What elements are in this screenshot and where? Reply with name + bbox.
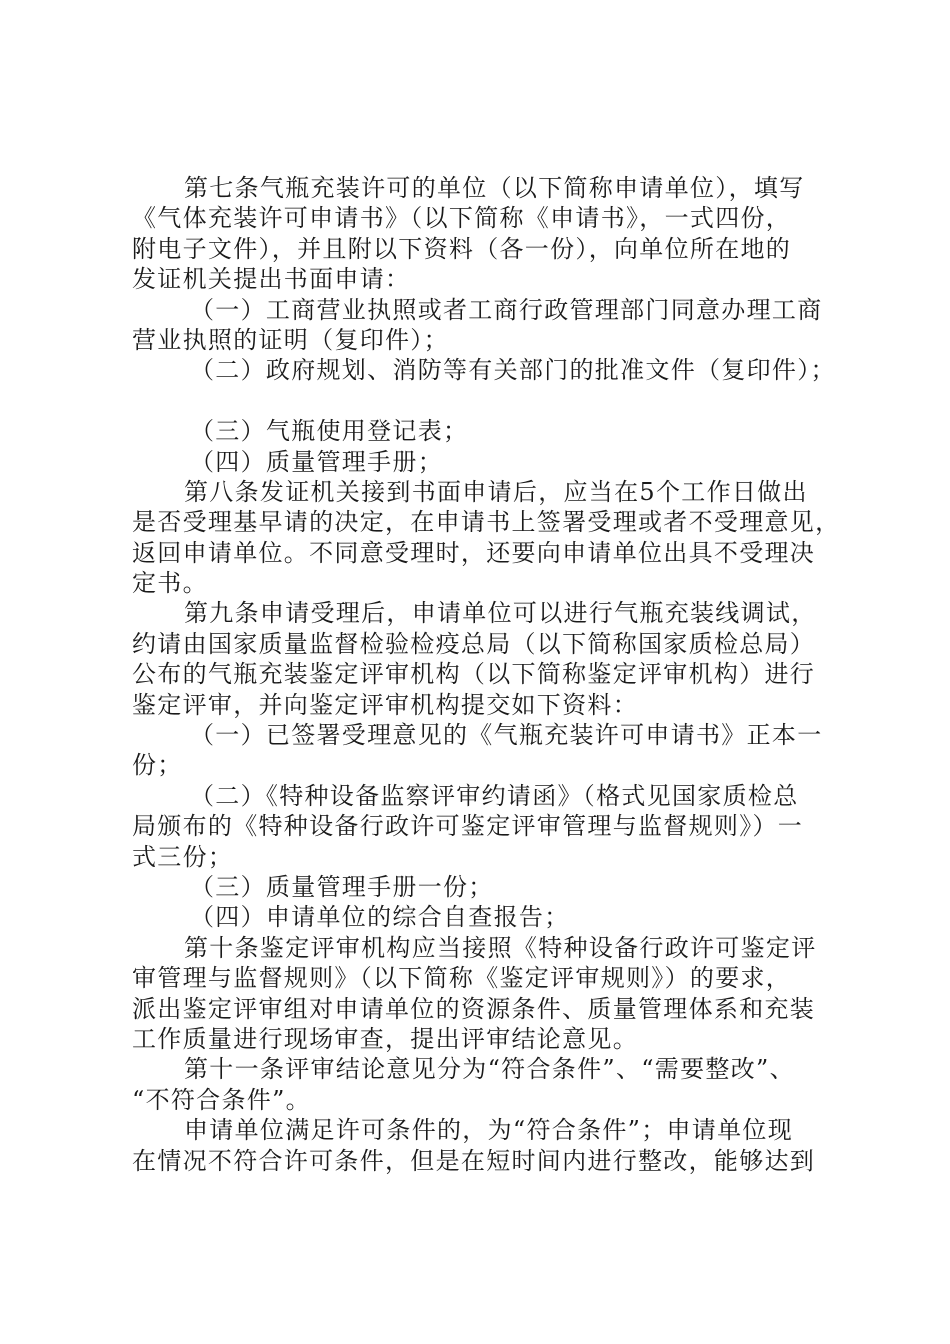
text-line: （一）已签署受理意见的《气瓶充装许可申请书》正本一 [190, 721, 823, 750]
text-line: 在情况不符合许可条件，但是在短时间内进行整改，能够达到 [132, 1146, 816, 1175]
text-line: 第八条发证机关接到书面申请后，应当在5个工作日做出 [184, 477, 808, 506]
text-line: 鉴定评审，并向鉴定评审机构提交如下资料： [132, 690, 638, 719]
text-line: 附电子文件），并且附以下资料（各一份），向单位所在地的 [132, 234, 792, 263]
text-line: 局颁布的《特种设备行政许可鉴定评审管理与监督规则》）一 [132, 812, 804, 841]
text-line: 申请单位满足许可条件的，为“符合条件”；申请单位现 [184, 1116, 794, 1145]
text-line: 返回申请单位。不同意受理时，还要向申请单位出具不受理决 [132, 538, 816, 567]
text-line: （四）申请单位的综合自查报告； [190, 903, 570, 932]
text-line: 份； [132, 751, 183, 780]
text-line: 第七条气瓶充装许可的单位（以下简称申请单位），填写 [184, 174, 805, 202]
text-line: 第九条申请受理后，申请单位可以进行气瓶充装线调试， [184, 599, 817, 628]
text-line: 发证机关提出书面申请： [132, 265, 411, 294]
text-line: （一）工商营业执照或者工商行政管理部门同意办理工商 [190, 295, 823, 324]
text-line: 营业执照的证明（复印件）； [132, 325, 449, 354]
text-line: 《气体充装许可申请书》（以下简称《申请书》，一式四份， [132, 204, 792, 233]
text-line: 定书。 [132, 569, 208, 598]
text-line: 审管理与监督规则》（以下简称《鉴定评审规则》）的要求， [132, 964, 792, 993]
text-line: 公布的气瓶充装鉴定评审机构（以下简称鉴定评审机构）进行 [132, 660, 816, 689]
text-line: 工作质量进行现场审查，提出评审结论意见。 [132, 1024, 638, 1053]
blank-line [132, 386, 832, 416]
text-line: （二）《特种设备监察评审约请函》（格式见国家质检总 [190, 781, 799, 810]
text-line: 第十条鉴定评审机构应当接照《特种设备行政许可鉴定评 [184, 933, 817, 962]
text-line: （二）政府规划、消防等有关部门的批准文件（复印件）； [190, 356, 836, 385]
document-body [132, 173, 841, 1176]
text-line: 第十一条评审结论意见分为“符合条件”、“需要整改”、 [184, 1055, 795, 1084]
text-line: 式三份； [132, 842, 234, 871]
text-line: 约请由国家质量监督检验检疫总局（以下简称国家质检总局） [132, 629, 816, 658]
text-line: 派出鉴定评审组对申请单位的资源条件、质量管理体系和充装 [132, 994, 816, 1023]
text-line: （三）质量管理手册一份； [190, 872, 494, 901]
text-line: 是否受理基早请的决定，在申请书上签署受理或者不受理意见， [132, 508, 841, 537]
text-line: （四）质量管理手册； [190, 447, 443, 476]
text-line: （三）气瓶使用登记表； [190, 417, 469, 446]
text-line: “不符合条件”。 [132, 1085, 311, 1114]
